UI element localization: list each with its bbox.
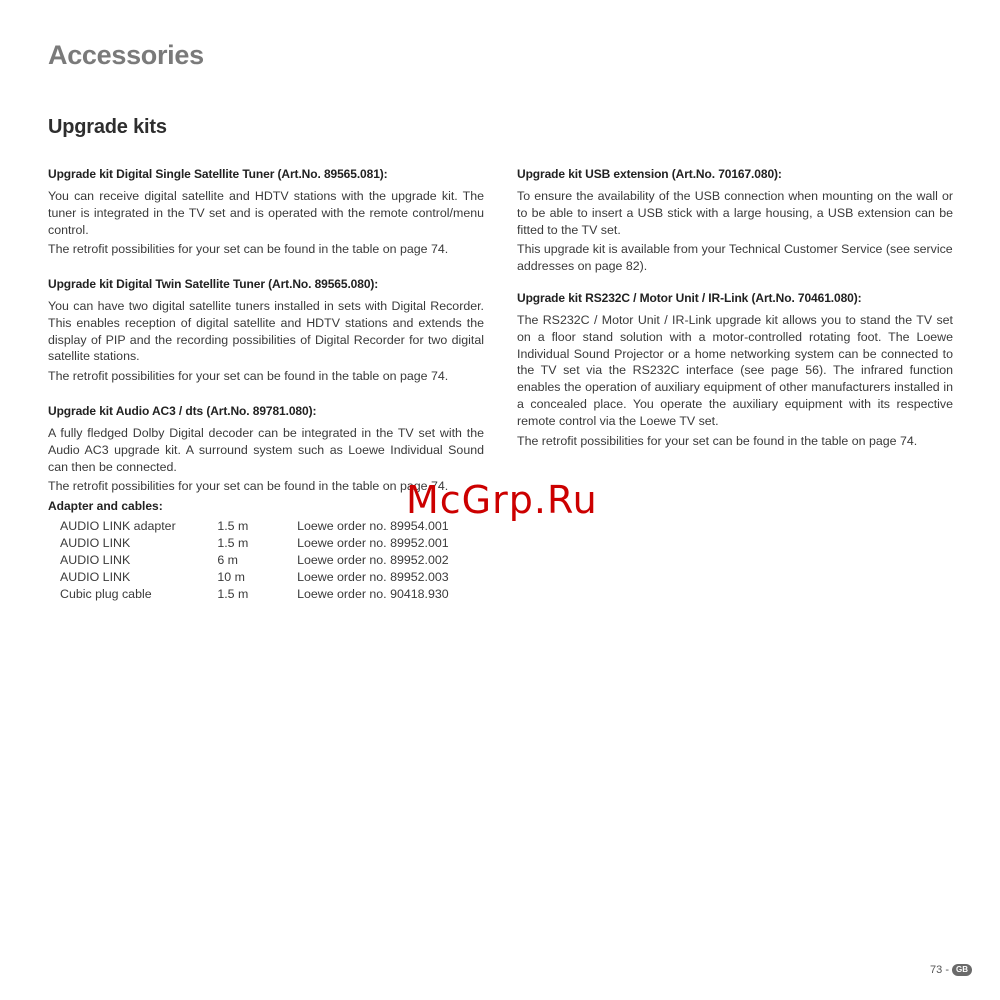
cable-name: Cubic plug cable [60,587,152,601]
rs232c-body: The RS232C / Motor Unit / IR-Link upgrade kit allows you to stand the TV set on a floor stand solution with a motor-controlled rotating foot. The Loewe Individual Sound Projector or a home networking system can be connected to the TV set via the RS232C interface (see page 56). The infrared function enables the operation of auxiliary equipment of other manufacturers installed in a concealed place. You operate the auxiliary equipment with its respective remote control via the Loewe TV set. [517,313,953,428]
usb-extension-availability: This upgrade kit is available from your Technical Customer Service (see service addresses on page 82). [517,242,953,274]
cables-table [60,518,484,603]
cables-title: Adapter and cables: [48,499,163,513]
audio-ac3-body: A fully fledged Dolby Digital decoder can be integrated in the TV set with the Audio AC3 upgrade kit. A surround system such as Loewe Individual Sound can then be connected. [48,426,484,474]
cable-order-number: Loewe order no. 89952.001 [297,536,449,550]
rs232c-heading: Upgrade kit RS232C / Motor Unit / IR-Link (Art.No. 70461.080): [517,291,862,305]
cable-name: AUDIO LINK [60,570,131,584]
twin-satellite-tuner-section [48,276,484,385]
cable-length: 1.5 m [217,587,249,601]
cable-order-number: Loewe order no. 89954.001 [297,519,449,533]
rs232c-retrofit: The retrofit possibilities for your set can be found in the table on page 74. [517,433,918,448]
cable-length: 1.5 m [217,519,249,533]
single-satellite-tuner-body: You can receive digital satellite and HDTV stations with the upgrade kit. The tuner is integrated in the TV set and is operated with the remote control/menu control. [48,189,484,237]
cable-name: AUDIO LINK [60,553,131,567]
cable-order-number: Loewe order no. 89952.002 [297,553,449,567]
usb-extension-body: To ensure the availability of the USB connection when mounting on the wall or to be able to insert a USB stick with a large housing, a USB extension can be fitted to the TV set. [517,189,953,237]
cable-length: 1.5 m [217,536,249,550]
cable-row [60,535,484,552]
audio-ac3-retrofit: The retrofit possibilities for your set can be found in the table on page 74. [48,479,449,494]
twin-satellite-tuner-heading: Upgrade kit Digital Twin Satellite Tuner (Art.No. 89565.080): [48,277,379,291]
watermark: McGrp.Ru [406,478,598,522]
section-title: Upgrade kits [48,116,167,138]
cable-length: 6 m [217,553,238,567]
cable-row [60,569,484,586]
single-satellite-tuner-section [48,166,484,258]
cable-row [60,552,484,569]
language-badge: GB [952,964,972,976]
cable-order-number: Loewe order no. 89952.003 [297,570,449,584]
usb-extension-section [517,166,953,275]
twin-satellite-tuner-body: You can have two digital satellite tuners installed in sets with Digital Recorder. This enables reception of digital satellite and HDTV stations and extends the display of PIP and the recording possibilities of Digital Recorder for two digital satellite stations. [48,299,484,364]
audio-ac3-heading: Upgrade kit Audio AC3 / dts (Art.No. 89781.080): [48,404,317,418]
rs232c-section [517,290,953,449]
cable-name: AUDIO LINK [60,536,131,550]
cable-row [60,586,484,603]
page-number: 73 - [930,964,949,976]
single-satellite-tuner-heading: Upgrade kit Digital Single Satellite Tuner (Art.No. 89565.081): [48,167,388,181]
cable-length: 10 m [217,570,245,584]
twin-satellite-tuner-retrofit: The retrofit possibilities for your set can be found in the table on page 74. [48,369,449,384]
page-title: Accessories [48,40,204,70]
page-footer [930,964,972,976]
cable-order-number: Loewe order no. 90418.930 [297,587,449,601]
cable-name: AUDIO LINK adapter [60,519,176,533]
single-satellite-tuner-retrofit: The retrofit possibilities for your set can be found in the table on page 74. [48,242,449,257]
usb-extension-heading: Upgrade kit USB extension (Art.No. 70167.080): [517,167,782,181]
